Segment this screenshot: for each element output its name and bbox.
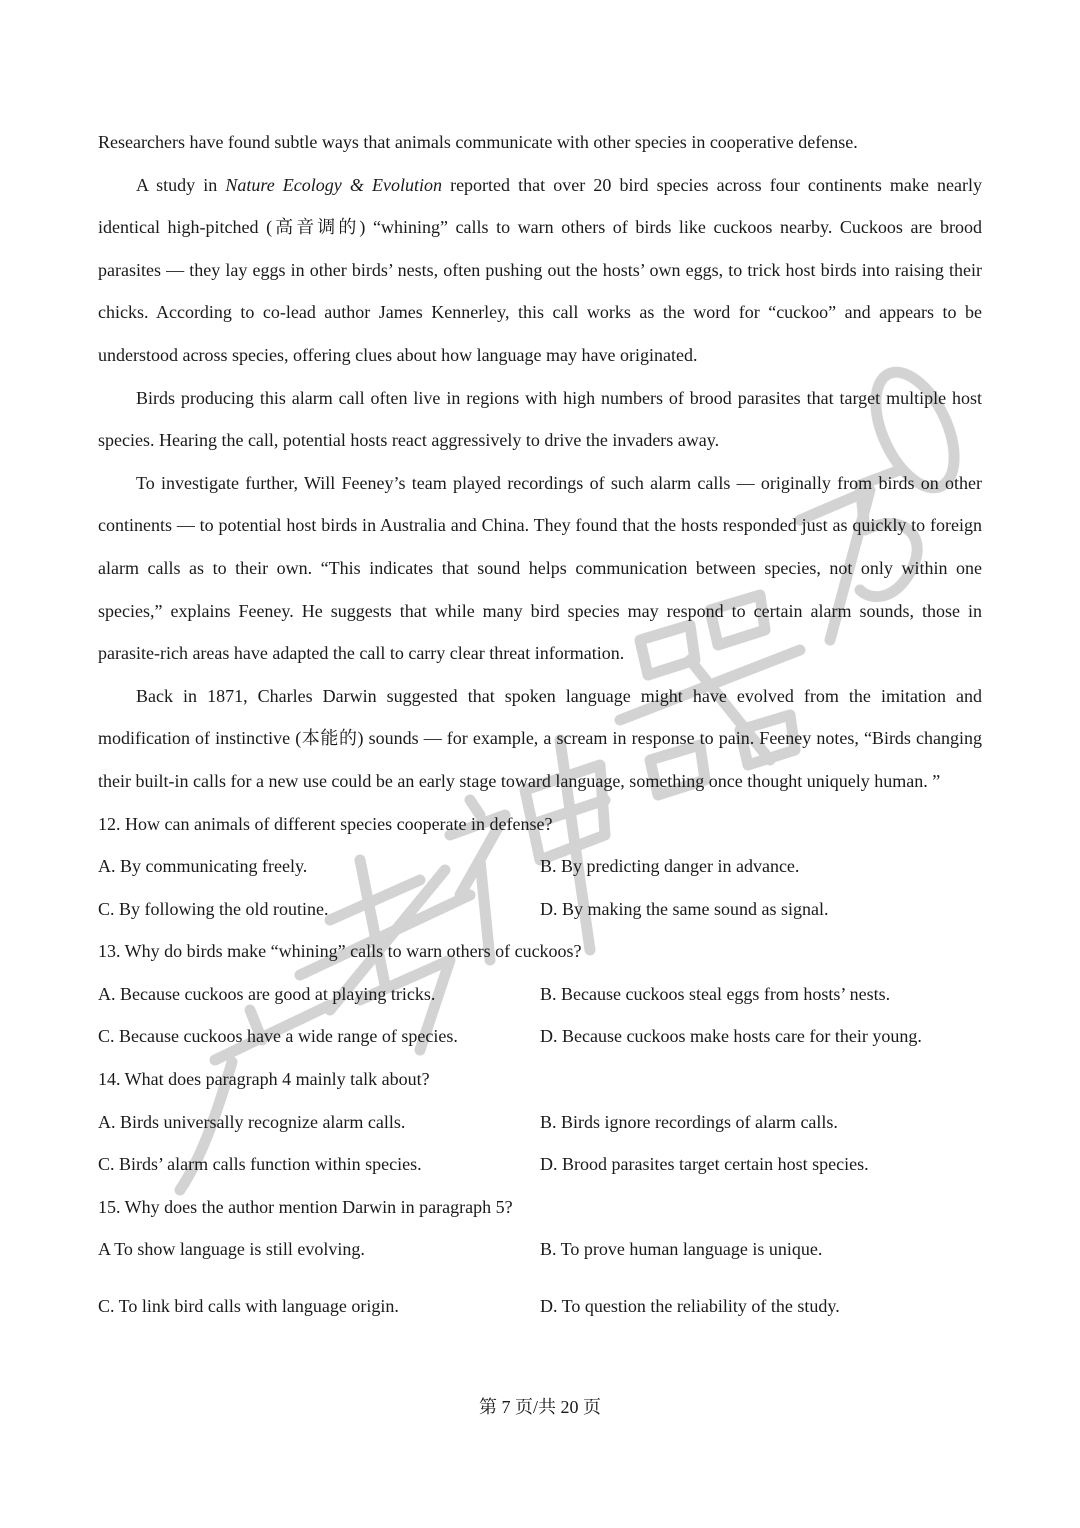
question-stem: 12. How can animals of different species cooperate in defense?: [98, 813, 553, 834]
option-d: D. To question the reliability of the study.: [540, 1296, 840, 1317]
option-c: C. By following the old routine.: [98, 898, 329, 919]
option-a: A. Because cuckoos are good at playing tricks.: [98, 983, 436, 1004]
question-options: [98, 973, 982, 1058]
page-number: 第 7 页/共 20 页: [478, 1397, 601, 1417]
question-12: [98, 803, 982, 931]
question-options: [98, 845, 982, 930]
option-b: B. Birds ignore recordings of alarm calls.: [540, 1111, 838, 1132]
paragraph-5: Back in 1871, Charles Darwin suggested that spoken language might have evolved from the imitation and modification of instinctive (本能的) sounds — for example, a scream in response to pain. Feeney notes, “Birds changing their built-in calls for a new use could be an early stage toward language, something once thought uniquely human. ”: [98, 685, 982, 791]
question-options: [98, 1101, 982, 1186]
option-a: A. Birds universally recognize alarm calls.: [98, 1111, 406, 1132]
option-d: D. By making the same sound as signal.: [540, 898, 829, 919]
paragraph-3: Birds producing this alarm call often live in regions with high numbers of brood parasites that target multiple host species. Hearing the call, potential hosts react aggressively to drive the invaders away.: [98, 387, 982, 451]
option-a: A To show language is still evolving.: [98, 1239, 365, 1260]
option-b: B. By predicting danger in advance.: [540, 856, 800, 877]
question-15: [98, 1186, 982, 1328]
question-14: [98, 1058, 982, 1186]
question-stem: 14. What does paragraph 4 mainly talk about?: [98, 1069, 430, 1090]
question-stem: 13. Why do birds make “whining” calls to warn others of cuckoos?: [98, 941, 582, 962]
option-d: D. Brood parasites target certain host species.: [540, 1154, 869, 1175]
option-c: C. Birds’ alarm calls function within species.: [98, 1154, 422, 1175]
page-footer: [0, 1394, 1080, 1420]
option-c: C. Because cuckoos have a wide range of species.: [98, 1026, 458, 1047]
question-stem: 15. Why does the author mention Darwin in paragraph 5?: [98, 1196, 513, 1217]
question-options: [98, 1228, 982, 1327]
option-d: D. Because cuckoos make hosts care for their young.: [540, 1026, 922, 1047]
question-13: [98, 930, 982, 1058]
option-b: B. To prove human language is unique.: [540, 1239, 823, 1260]
document-body: [98, 121, 982, 1328]
journal-title: Nature Ecology & Evolution: [225, 174, 442, 195]
paragraph-2: A study in Nature Ecology & Evolution reported that over 20 bird species across four continents make nearly identical high-pitched (高音调的) “whining” calls to warn others of birds like cuckoos nearby. Cuckoos are brood parasites — they lay eggs in other birds’ nests, often pushing out the hosts’ own eggs, to trick host birds into raising their chicks. According to co-lead author James Kennerley, this call works as the word for “cuckoo” and appears to be understood across species, offering clues about how language may have originated.: [98, 174, 982, 365]
paragraph-1: Researchers have found subtle ways that animals communicate with other species in cooperative defense.: [98, 132, 858, 152]
paragraph-4: To investigate further, Will Feeney’s team played recordings of such alarm calls — originally from birds on other continents — to potential host birds in Australia and China. They found that the hosts responded just as quickly to foreign alarm calls as to their own. “This indicates that sound helps communication between species, not only within one species,” explains Feeney. He suggests that while many bird species may respond to certain alarm sounds, those in parasite-rich areas have adapted the call to carry clear threat information.: [98, 472, 982, 664]
option-a: A. By communicating freely.: [98, 856, 308, 877]
option-b: B. Because cuckoos steal eggs from hosts’ nests.: [540, 983, 891, 1004]
option-c: C. To link bird calls with language origin.: [98, 1296, 399, 1317]
